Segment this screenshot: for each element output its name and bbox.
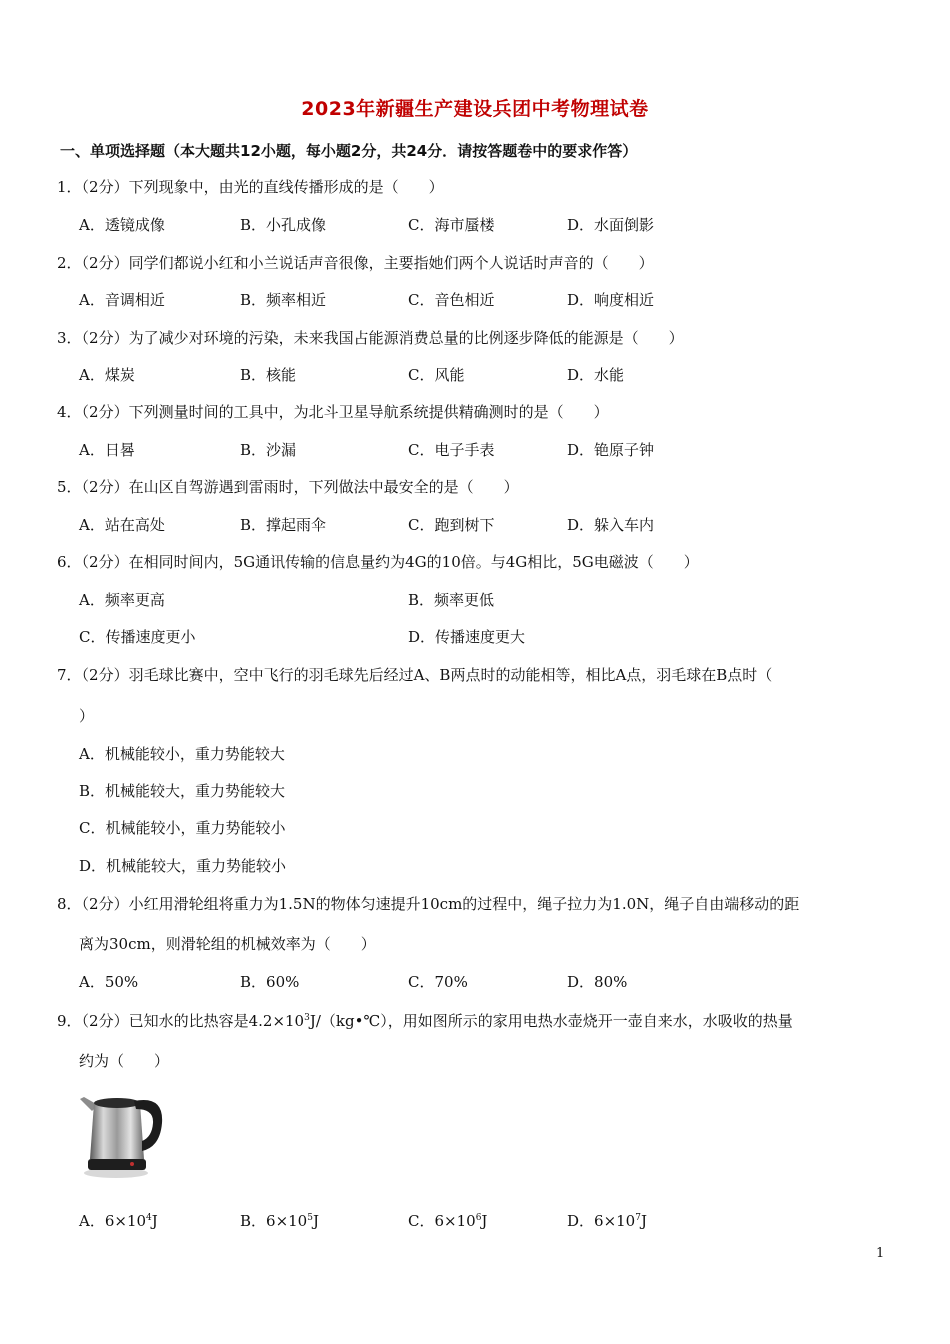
option-b: B．频率更低 [408,591,495,609]
option-d: D．水能 [567,366,625,384]
option-c: C．风能 [408,366,465,384]
options-6-row1 [79,589,899,611]
question-2 [57,252,654,273]
question-number: 7． [57,666,82,684]
option-d: D．传播速度更大 [408,628,526,646]
question-text: 羽毛球比赛中，空中飞行的羽毛球先后经过A、B两点时的动能相等，相比A点，羽毛球在B点时（ [128,666,773,684]
option-d [567,1210,647,1231]
options-5 [79,514,899,536]
question-number: 9． [57,1012,82,1030]
option-a-base: A．6×10 [79,1212,147,1230]
option-a-exponent: 4 [146,1213,152,1223]
option-c: C．跑到树下 [408,516,495,534]
option-c [408,1210,487,1231]
option-b [240,1210,319,1231]
option-d-base: D．6×10 [567,1212,636,1230]
option-c: C．机械能较小，重力势能较小 [79,819,286,837]
question-text: 已知水的比热容是4.2×10 [128,1012,305,1030]
option-d: D．铯原子钟 [567,441,655,459]
question-8-continuation: 离为30cm，则滑轮组的机械效率为（ ） [79,935,376,953]
option-b: B．核能 [240,366,297,384]
question-score: （2分） [81,553,129,571]
question-1 [57,176,444,197]
option-b: B．沙漏 [240,441,297,459]
question-text: 同学们都说小红和小兰说话声音很像，主要指她们两个人说话时声音的（ ） [128,254,654,272]
option-b: B．机械能较大，重力势能较大 [79,782,286,800]
option-d: D．水面倒影 [567,216,655,234]
options-4 [79,439,899,461]
option-c: C．音色相近 [408,291,495,309]
question-score: （2分） [81,478,129,496]
question-text: 在相同时间内，5G通讯传输的信息量约为4G的10倍。与4G相比，5G电磁波（ ） [128,553,699,571]
option-b: B．小孔成像 [240,216,327,234]
option-a: A．站在高处 [79,516,165,534]
option-b: B．频率相近 [240,291,327,309]
question-3 [57,327,684,348]
question-score: （2分） [81,329,129,347]
question-score: （2分） [81,403,129,421]
question-7-continuation: ） [79,707,95,725]
question-text: 下列现象中，由光的直线传播形成的是（ ） [128,178,444,196]
question-6 [57,551,699,572]
question-score: （2分） [81,895,129,913]
question-score: （2分） [81,254,129,272]
option-b: B．撑起雨伞 [240,516,327,534]
option-a: A．50% [79,973,139,991]
options-8 [79,971,899,993]
exponent: 3 [304,1013,310,1023]
option-c-base: C．6×10 [408,1212,476,1230]
question-text: 小红用滑轮组将重力为1.5N的物体匀速提升10cm的过程中，绳子拉力为1.0N，绳子自由端移动的距 [128,895,800,913]
question-score: （2分） [81,666,129,684]
question-number: 2． [57,254,82,272]
option-b-unit: J [312,1212,319,1230]
options-1 [79,214,899,236]
question-number: 1． [57,178,82,196]
option-b-base: B．6×10 [240,1212,308,1230]
options-9 [79,1210,899,1232]
section-heading: 一、单项选择题（本大题共12小题，每小题2分，共24分．请按答题卷中的要求作答） [60,142,638,160]
question-9 [57,1010,793,1031]
option-c: C．电子手表 [408,441,495,459]
option-d: D．机械能较大，重力势能较小 [79,857,287,875]
page-title: 2023年新疆生产建设兵团中考物理试卷 [301,98,649,120]
question-text: 下列测量时间的工具中，为北斗卫星导航系统提供精确测时的是（ ） [128,403,609,421]
question-number: 8． [57,895,82,913]
question-text: 为了减少对环境的污染，未来我国占能源消费总量的比例逐步降低的能源是（ ） [128,329,684,347]
option-b: B．60% [240,973,300,991]
option-a: A．日晷 [79,441,135,459]
option-a: A．透镜成像 [79,216,165,234]
question-9-continuation: 约为（ ） [79,1052,170,1070]
question-text: 在山区自驾游遇到雷雨时，下列做法中最安全的是（ ） [128,478,519,496]
option-d-unit: J [640,1212,647,1230]
option-b-exponent: 5 [307,1213,313,1223]
question-score: （2分） [81,1012,129,1030]
option-d: D．80% [567,973,628,991]
question-score: （2分） [81,178,129,196]
option-c: C．70% [408,973,468,991]
option-c-unit: J [481,1212,488,1230]
option-d: D．响度相近 [567,291,655,309]
question-number: 6． [57,553,82,571]
option-a: A．煤炭 [79,366,135,384]
question-number: 3． [57,329,82,347]
options-2 [79,289,899,311]
option-d-exponent: 7 [635,1213,641,1223]
question-number: 4． [57,403,82,421]
option-a: A．频率更高 [79,591,165,609]
options-3 [79,364,899,386]
option-a: A．音调相近 [79,291,165,309]
option-a [79,1210,158,1231]
question-text-rest: J/（kg•℃），用如图所示的家用电热水壶烧开一壶自来水，水吸收的热量 [309,1012,793,1030]
option-d: D．躲入车内 [567,516,655,534]
question-4 [57,401,609,422]
option-c: C．传播速度更小 [79,628,196,646]
option-c-exponent: 6 [475,1213,482,1223]
electric-kettle-image [78,1085,168,1180]
page-number: 1 [876,1246,885,1261]
question-number: 5． [57,478,82,496]
question-8 [57,893,799,914]
question-7 [57,664,772,685]
option-c: C．海市蜃楼 [408,216,495,234]
question-5 [57,476,519,497]
options-6-row2 [79,626,899,648]
option-a-unit: J [151,1212,158,1230]
option-a: A．机械能较小，重力势能较大 [79,745,285,763]
